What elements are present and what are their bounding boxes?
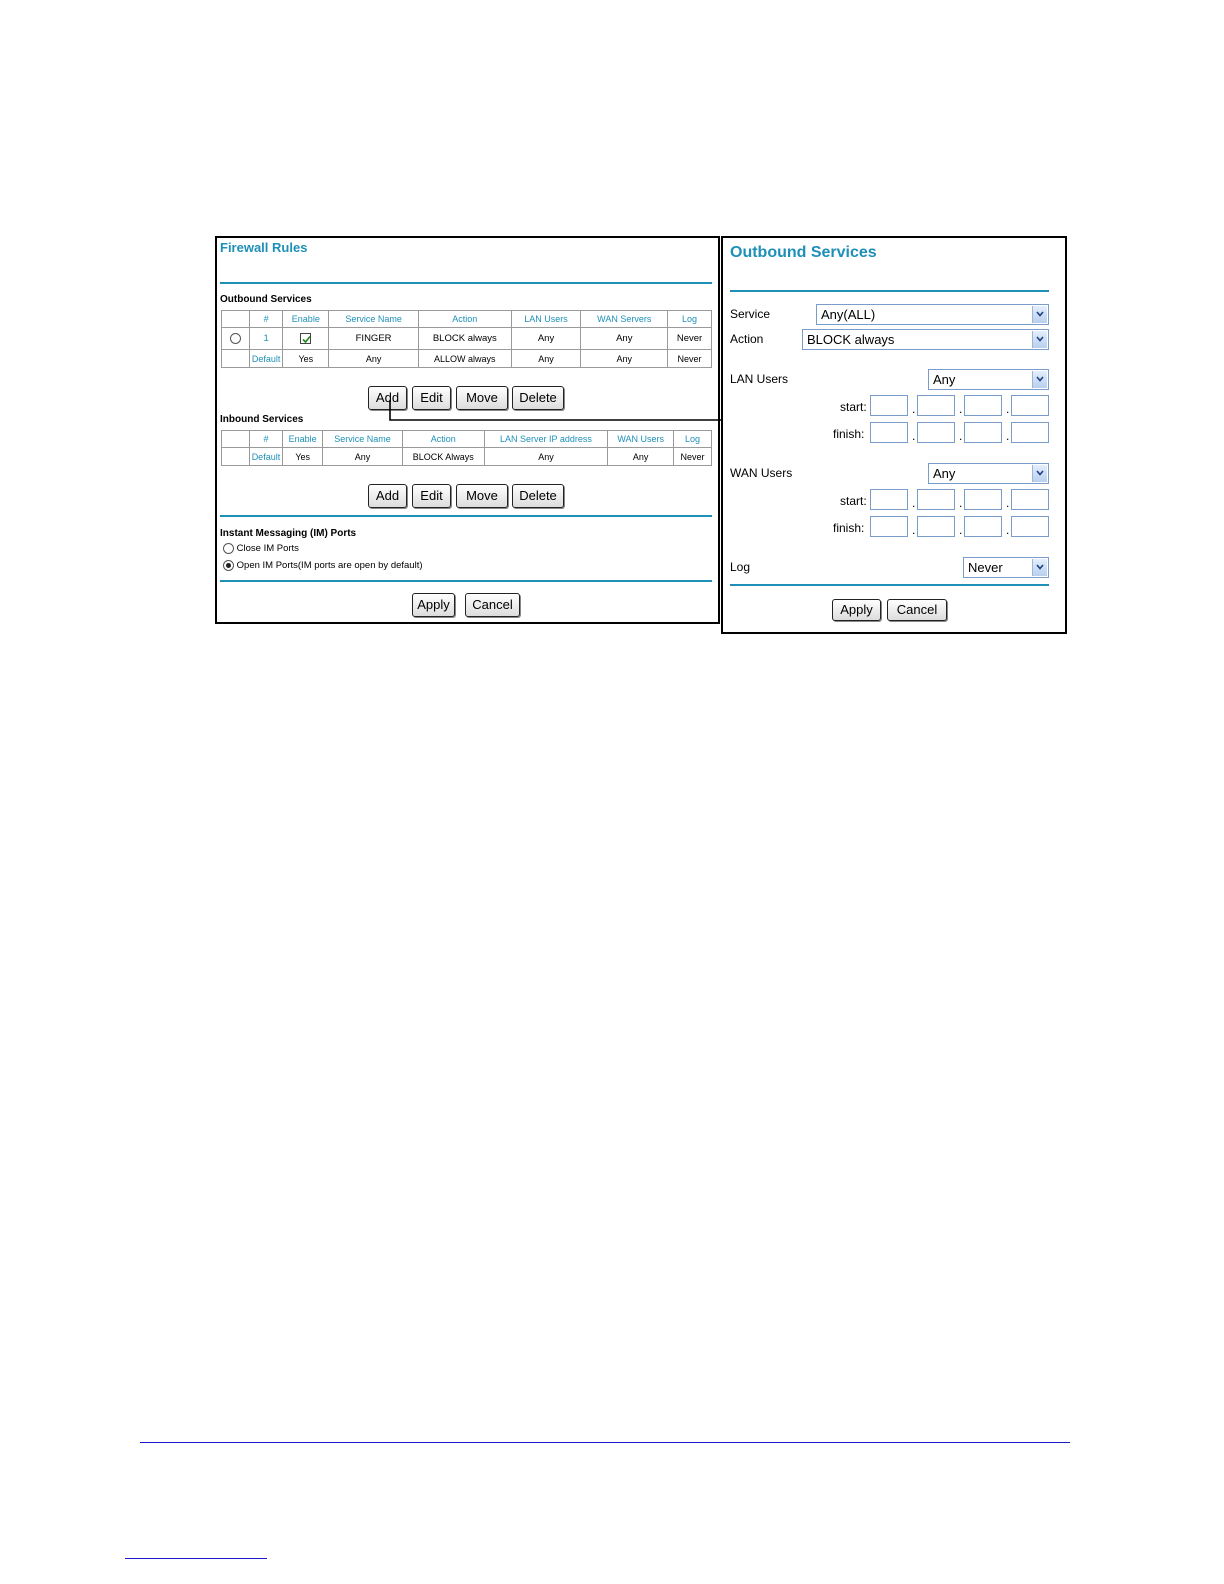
- lan-finish-octet-4[interactable]: [1011, 422, 1049, 443]
- rule-action: BLOCK always: [418, 328, 511, 350]
- lan-start-label: start:: [840, 400, 867, 414]
- rule-number: Default: [249, 448, 283, 466]
- outbound-move-button[interactable]: Move: [456, 386, 508, 410]
- outbound-section-title: Outbound Services: [220, 294, 312, 305]
- chevron-down-icon: [1036, 376, 1044, 382]
- inbound-header-lan-ip: LAN Server IP address: [484, 431, 608, 448]
- rule-wan: Any: [581, 350, 668, 368]
- inbound-add-button[interactable]: Add: [368, 484, 407, 508]
- lan-finish-octet-3[interactable]: [964, 422, 1002, 443]
- firewall-apply-button[interactable]: Apply: [412, 593, 455, 617]
- outbound-add-button[interactable]: Add: [368, 386, 407, 410]
- rule-service: Any: [329, 350, 419, 368]
- service-select[interactable]: [816, 304, 1049, 325]
- rule-service: FINGER: [329, 328, 419, 350]
- im-close-label: Close IM Ports: [236, 543, 299, 555]
- rule-log: Never: [668, 350, 712, 368]
- im-close-radio[interactable]: [223, 543, 234, 554]
- rule-number: Default: [249, 350, 283, 368]
- rule-service: Any: [323, 448, 403, 466]
- form-title-divider: [730, 290, 1049, 292]
- form-apply-button[interactable]: Apply: [832, 599, 881, 621]
- form-bottom-divider: [730, 584, 1049, 586]
- rule-number: 1: [249, 328, 283, 350]
- wan-users-select[interactable]: [928, 463, 1049, 484]
- wan-users-label: WAN Users: [730, 466, 793, 480]
- dropdown-arrow[interactable]: [1032, 559, 1047, 576]
- inbound-header-wan: WAN Users: [608, 431, 674, 448]
- inbound-header-log: Log: [674, 431, 712, 448]
- bottom-divider: [220, 580, 712, 582]
- footer-divider: [140, 1442, 1070, 1443]
- outbound-header-lan: LAN Users: [511, 311, 581, 328]
- lan-users-label: LAN Users: [730, 372, 789, 386]
- rule-wan: Any: [608, 448, 674, 466]
- rule-lan-ip: Any: [484, 448, 608, 466]
- wan-start-octet-2[interactable]: [917, 489, 955, 510]
- service-value: Any(ALL): [821, 307, 876, 322]
- title-divider: [220, 282, 712, 284]
- im-close-option[interactable]: [223, 543, 299, 554]
- lan-users-value: Any: [933, 372, 956, 387]
- footer-short-line: [125, 1558, 267, 1559]
- chevron-down-icon: [1036, 564, 1044, 570]
- wan-users-value: Any: [933, 466, 956, 481]
- page-title: Firewall Rules: [220, 240, 308, 255]
- outbound-services-panel: Outbound Services Service Any(ALL) Action BLOCK always LAN Users Any start: . . . finish: . . . WAN Users Any start: . . . finish: . . . Log Never Apply Cancel: [721, 236, 1067, 634]
- im-divider: [220, 515, 712, 517]
- lan-finish-octet-2[interactable]: [917, 422, 955, 443]
- inbound-header-service: Service Name: [323, 431, 403, 448]
- wan-start-label: start:: [840, 494, 867, 508]
- wan-finish-octet-4[interactable]: [1011, 516, 1049, 537]
- connector-arrow-icon: [385, 400, 775, 440]
- outbound-header-row: [222, 311, 712, 328]
- table-row: [222, 350, 712, 368]
- dropdown-arrow[interactable]: [1032, 465, 1047, 482]
- outbound-header-service: Service Name: [329, 311, 419, 328]
- wan-start-octet-3[interactable]: [964, 489, 1002, 510]
- rule-log: Never: [668, 328, 712, 350]
- lan-finish-octet-1[interactable]: [870, 422, 908, 443]
- inbound-section-title: Inbound Services: [220, 414, 304, 425]
- lan-start-octet-1[interactable]: [870, 395, 908, 416]
- wan-finish-octet-3[interactable]: [964, 516, 1002, 537]
- service-label: Service: [730, 307, 771, 321]
- log-label: Log: [730, 560, 751, 574]
- inbound-header-action: Action: [402, 431, 484, 448]
- outbound-header-wan: WAN Servers: [581, 311, 668, 328]
- outbound-header-enable: Enable: [283, 311, 329, 328]
- outbound-edit-button[interactable]: Edit: [412, 386, 451, 410]
- inbound-header-enable: Enable: [283, 431, 323, 448]
- rule-select-radio[interactable]: [230, 333, 241, 344]
- form-title: Outbound Services: [730, 244, 877, 261]
- im-open-label: Open IM Ports(IM ports are open by default): [236, 560, 423, 572]
- wan-finish-octet-2[interactable]: [917, 516, 955, 537]
- wan-start-octet-4[interactable]: [1011, 489, 1049, 510]
- rule-enable: Yes: [283, 350, 329, 368]
- inbound-edit-button[interactable]: Edit: [412, 484, 451, 508]
- outbound-header-action: Action: [418, 311, 511, 328]
- rule-action: BLOCK Always: [402, 448, 484, 466]
- lan-start-octet-3[interactable]: [964, 395, 1002, 416]
- rule-lan: Any: [511, 328, 581, 350]
- inbound-move-button[interactable]: Move: [456, 484, 508, 508]
- log-select[interactable]: [963, 557, 1049, 578]
- table-row: [222, 448, 712, 466]
- inbound-delete-button[interactable]: Delete: [512, 484, 564, 508]
- enable-checkbox[interactable]: [300, 333, 311, 344]
- rule-log: Never: [674, 448, 712, 466]
- outbound-header-num: #: [249, 311, 283, 328]
- inbound-header-num: #: [249, 431, 283, 448]
- rule-wan: Any: [581, 328, 668, 350]
- im-open-option[interactable]: [223, 560, 423, 571]
- chevron-down-icon: [1036, 311, 1044, 317]
- im-section-title: Instant Messaging (IM) Ports: [220, 528, 357, 539]
- chevron-down-icon: [1036, 336, 1044, 342]
- wan-start-octet-1[interactable]: [870, 489, 908, 510]
- action-label: Action: [730, 332, 764, 346]
- outbound-header-log: Log: [668, 311, 712, 328]
- rule-lan: Any: [511, 350, 581, 368]
- table-row[interactable]: [222, 328, 712, 350]
- chevron-down-icon: [1036, 470, 1044, 476]
- form-cancel-button[interactable]: Cancel: [887, 599, 947, 621]
- outbound-table: [221, 310, 712, 368]
- dropdown-arrow[interactable]: [1032, 371, 1047, 388]
- firewall-cancel-button[interactable]: Cancel: [465, 593, 520, 617]
- im-open-radio[interactable]: [223, 560, 234, 571]
- checkmark-icon: [301, 334, 312, 345]
- dropdown-arrow[interactable]: [1032, 306, 1047, 323]
- rule-enable: Yes: [283, 448, 323, 466]
- action-select[interactable]: [802, 329, 1049, 350]
- outbound-header-select: [222, 311, 250, 328]
- rule-action: ALLOW always: [418, 350, 511, 368]
- lan-finish-label: finish:: [833, 427, 865, 441]
- action-value: BLOCK always: [807, 332, 895, 347]
- lan-start-octet-2[interactable]: [917, 395, 955, 416]
- wan-finish-label: finish:: [833, 521, 865, 535]
- wan-finish-octet-1[interactable]: [870, 516, 908, 537]
- log-value: Never: [968, 560, 1003, 575]
- dropdown-arrow[interactable]: [1032, 331, 1047, 348]
- outbound-delete-button[interactable]: Delete: [512, 386, 564, 410]
- lan-start-octet-4[interactable]: [1011, 395, 1049, 416]
- lan-users-select[interactable]: [928, 369, 1049, 390]
- inbound-header-select: [222, 431, 250, 448]
